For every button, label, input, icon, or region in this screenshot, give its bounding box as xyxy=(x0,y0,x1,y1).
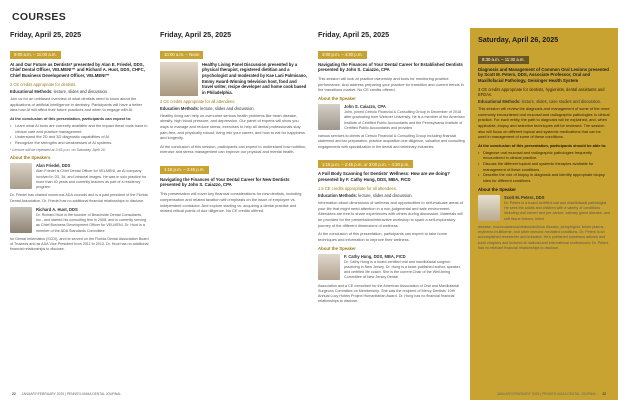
course-description: Join us for an unbiased overview of what dentists need to know about the applications of artificial intelligence in dentistry. Participants will have a better idea how AI will affect their future practices and when to engage with AI. xyxy=(10,95,143,113)
list-item: • Understand the 2D and 3D diagnostic capabilities of AI. xyxy=(10,134,150,140)
course-column-2 xyxy=(160,28,308,388)
speaker-bio-continued: disease, mucocutaneous/vesiculobullous disease, pemphigoid, lichen planus, erythema multiforme, and other immune-mediated conditions. Dr. Peters is an accomplished researcher and educator. He's published numerous articles and book chapters and lectured at national and international conferences. Dr. Peters has no relevant financial relationships to disclose. xyxy=(478,224,609,250)
course-methods: Education Methods: lecture, slides and discussion. xyxy=(160,105,255,111)
outcomes-heading: At the conclusion of this presentation, participants should be able to: xyxy=(478,142,607,148)
course-time: 9:00 a.m. – 11:00 a.m. xyxy=(10,51,61,59)
speaker-bio: Dr. Peters is a board-certified oral and maxillofacial pathologist. He sees the adults and children with a variety of conditions including oral cancer and pre-cancer, salivary gland disease, and soft tissue lesions. Infect xyxy=(504,200,610,221)
footer-text: JANUARY/FEBRUARY 2025 | PENNSYLVANIA DENTAL JOURNAL xyxy=(496,392,597,396)
speaker-name: Alan Friedel, DDS xyxy=(36,163,71,169)
course-column-3 xyxy=(318,28,466,388)
course-time: 1:15 p.m. – 2:45 p.m. xyxy=(160,166,209,174)
course-credits: 2 CE credits appropriate for dentists. xyxy=(10,81,77,87)
speaker-bio-continued: for Dental Informatics (SCDI), and he served on the Florida Dental Association Board of Trustees and as ADA Vice President from 2011 to 2013. Dr. Huot has no additional financial relationships to disclose. xyxy=(10,236,149,252)
speaker xyxy=(318,254,466,281)
course-day: Friday, April 25, 2025 xyxy=(10,30,82,39)
footer-right xyxy=(497,392,606,396)
about-speakers-heading: About the Speakers xyxy=(10,155,51,161)
course-time: 8:30 a.m. – 11:30 a.m. xyxy=(478,56,529,64)
list-item: • Recognize the strengths and weaknesses of AI systems. xyxy=(10,140,150,146)
speaker-photo xyxy=(10,207,32,233)
course-time: 10:00 a.m. – Noon xyxy=(160,51,203,59)
course-description: Healthy living can help us overcome serious health problems like heart disease, obesity, high blood pressure, and depression. Our panel of experts will show you ways to manage and reduce stress, exercises to help all dental professionals stay pain-free, and physically robust, living into your career, and how to eat for happiness and longevity. xyxy=(160,112,305,141)
course-methods: Educational Methods: lecture, slides and discussion. xyxy=(10,88,109,94)
speaker-name: John S. Caiazzo, CPA xyxy=(344,104,386,110)
course-methods: Education Methods: lecture, slides and discussion. xyxy=(318,192,413,198)
about-speaker-heading: About the Speaker xyxy=(478,186,516,192)
page-number: 22 xyxy=(12,392,16,396)
speaker-bio: Alan Friedel is Chief Dental Officer for VELMENI, an AI company involved in 2D, 3d, and Intraoral images. He was in solo practice for more than 40 years and currently teaches as part of a residency program. xyxy=(36,169,147,190)
page-number: 23 xyxy=(602,392,606,396)
course-time: 3:00 p.m. – 4:30 p.m. xyxy=(318,51,367,59)
repeat-note: * Lecture will be repeated at 2:45 p.m. on Saturday, April 26. xyxy=(10,148,106,153)
speaker-bio: John, joined Cetrulo Financial & Consulting Group in December of 2018 after graduating from Widener University. He is a member of the American Institute of Certified Public Accountants and the Pennsylvania Institute of Certified Public Accountants and provides xyxy=(344,110,465,130)
speaker-bio-continued: Dr. Friedel has chaired numerous ADA councils and is a past president of the Florida Dental Association. Dr. Friedel has no additional financial relationships to disclose. xyxy=(10,193,148,203)
speaker-bio: Dr. Cathy Hung is a board-certified oral and maxillofacial surgeon practicing in New Jersey. Dr. Hung is a twice-published author, speaker, and certified life coach. She is the current Chair of the Well-being Committee at New Jersey Dental xyxy=(344,259,461,280)
list-item: • Learn what AI tools are currently available and the impact these tools have in clinical care and practice management. xyxy=(10,123,150,134)
course-title: AI and Our Future as Dentists* presented by Alan E. Friedel, DDS, Chief Dental Officer, VELMENI™ and Richard A. Huot, DDS, CHFC, Chief Business Development Officer, VELMENI™ xyxy=(10,61,145,79)
speaker-bio-continued: various services to clients at Cetrulo Financial & Consulting Group including financial statement and tax preparation, practice acquisition due diligence, valuation and consulting engagements with specialization in the dental and veterinary industries. xyxy=(318,134,465,149)
course-day: Friday, April 25, 2025 xyxy=(160,30,232,39)
course-title: A Full Body Scanning for Dentists' Wellness: How are we doing? presented by F. Cathy Hung, DDS, MBA, FICD xyxy=(318,171,450,183)
speaker-name: Richard A. Huot, DDS xyxy=(36,206,78,212)
course-title: Navigating the Finances of Your Dental Career for Established Dentists presented by John S. Caiazzo, CPA xyxy=(318,61,463,73)
course-description: This presentation will cover key financial considerations for new dentists, including compensation and related taxation with emphasis on the issue of employee vs. independent contractor. And explore starting vs. acquiring a dental practice and related critical points of due diligence. No CE credits offered. xyxy=(160,191,302,214)
outcomes-list xyxy=(478,150,610,184)
speaker-photo xyxy=(318,104,340,130)
course-day: Friday, April 25, 2025 xyxy=(318,30,390,39)
course-credits: 3 CE credits appropriate for dentists, hygienists, dental assistants and EFDAs. xyxy=(478,86,605,97)
speaker-photo xyxy=(318,254,340,280)
course-title: Diagnosis and Management of Common Oral Lesions presented by Scott M. Peters, DDS, Associate Professor, Oral and Maxillofacial Pathology, Geisinger Health System xyxy=(478,66,609,84)
speaker-name: Scott M. Peters, DDS xyxy=(504,194,545,200)
course-description: At the conclusion of this session, participants can expect to understand how nutrition, exercise and stress management can improve our physical and mental health. xyxy=(160,143,307,155)
speaker-name: F. Cathy Hung, DDS, MBA, FICD xyxy=(344,253,406,259)
course-description: Information about dimensions of wellness and opportunities to self-evaluate areas of your life that might need attention in a non-judgmental and safe environment. Attendees are free to share experiences with others during discussion. Materials will be provided for the presentation/interactive workshop to spark a self-exploratory journey of the different dimensions of wellness. xyxy=(318,199,463,228)
course-credits: 2 CE credits appropriate for all attendees. xyxy=(160,98,236,104)
course-methods: Educational Methods: lecture, slides, case studies and discussion. xyxy=(478,98,602,104)
speaker-photo xyxy=(478,195,500,221)
panel-header xyxy=(160,62,308,96)
speaker-bio-continued: Association and a CE consultant for the American Association of Oral and Maxillofacial Surgeons Committee on Membership. She was the recipient of Mercy Dentists' 10th Annual Lucy Hobbs Project Humanitarian Award. Dr. Hung has no financial financial relationships to disclose. xyxy=(318,283,460,304)
footer-text: JANUARY/FEBRUARY 2025 | PENNSYLVANIA DENTAL JOURNAL xyxy=(21,392,122,396)
speaker xyxy=(318,104,466,131)
list-item: • Discuss the different topical and systemic therapies available for management of these conditions. xyxy=(478,161,610,172)
speaker-bio: Dr. Richard Huot is the founder of Beachside Dental Consultants, Inc., and started his consulting firm in 2008, and is currently serving as Chief Business Development Officer for VELMENI. Dr. Huot is a member of the ADA Standards Committee xyxy=(36,212,147,233)
speaker xyxy=(478,195,610,222)
footer-left xyxy=(12,392,121,396)
outcomes-list xyxy=(10,123,150,146)
panel-photo xyxy=(160,62,198,96)
outcomes-heading: At the conclusion of this presentation, participants can expect to: xyxy=(10,115,132,121)
speaker xyxy=(10,207,150,234)
speaker-photo xyxy=(10,163,32,189)
course-description: This session will review the diagnosis and management of some of the more commonly encountered oral mucosal and radiographic pathologies in clinical practice. For each entity, the path to diagnosis will be explained, and, when applicable, biopsy and selection techniques will be reviewed. The session also will focus on different topical and systemic medications that can be used in management of some of these conditions. xyxy=(478,105,610,140)
about-speaker-heading: About the Speaker xyxy=(318,245,356,251)
course-column-4 xyxy=(470,28,618,400)
course-title: Healthy Living Panel Discussion presented by a physical therapist, registered dietitian and a psychologist and moderated by Kae Lani Palmisano, Emmy Award-Winning television host, food and travel writer, recipe developer and home cook based in Philadelphia. xyxy=(202,61,307,95)
list-item: • Diagnose oral mucosal and radiographic pathologies frequently encountered in clinical practice. xyxy=(478,150,610,161)
speaker xyxy=(10,163,150,190)
course-time: 1:15 p.m. – 2:45 p.m. or 3:00 p.m. – 4:30 p.m. xyxy=(318,160,413,168)
page-heading: COURSES xyxy=(12,11,67,23)
list-item: • Describe the role of biopsy in diagnosis and identify appropriate biopsy sites for different conditions. xyxy=(478,172,610,183)
course-description: This session will look at practice ownership and tools for monitoring practice performance. And address preparing your practice for transition and current trends in the transitions market. No CE credits offered. xyxy=(318,76,464,93)
course-day: Saturday, April 26, 2025 xyxy=(478,35,559,44)
course-description: At the conclusion of this presentation, participants can expect to take home techniques and information to improve their wellness. xyxy=(318,231,448,242)
course-column-1 xyxy=(10,28,150,388)
about-speaker-heading: About the Speaker xyxy=(318,96,356,102)
course-title: Navigating the Finances of Your Dental Career for New Dentists presented by John S. Caiazzo, CPA xyxy=(160,176,290,188)
course-credits: 1.5 CE credits appropriate for all attendees. xyxy=(318,185,397,191)
